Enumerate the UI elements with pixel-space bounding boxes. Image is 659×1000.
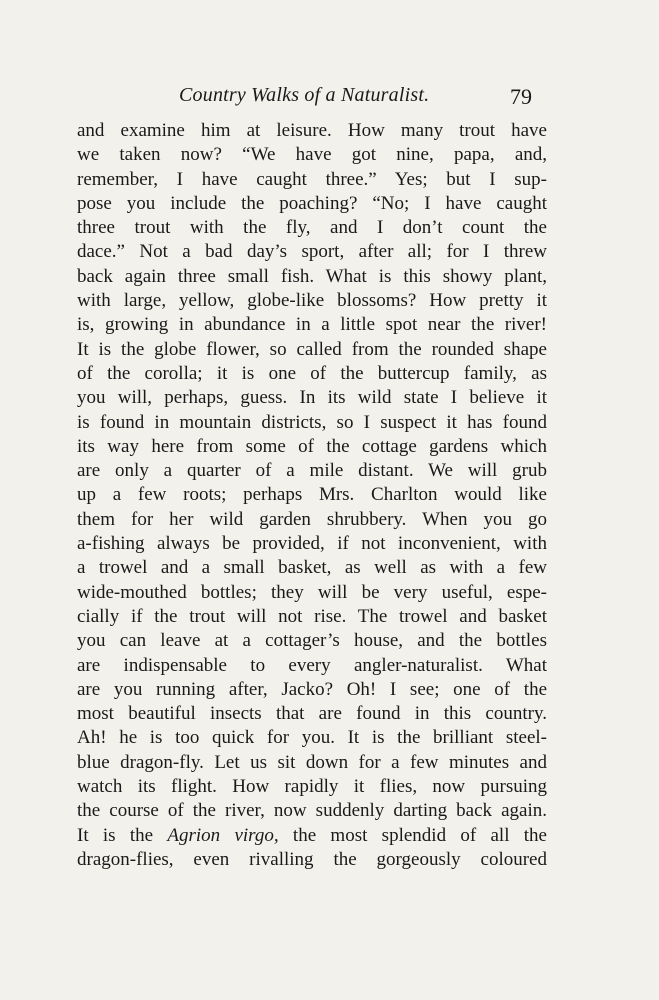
body-text <box>77 119 547 872</box>
text-line: remember, I have caught three.” Yes; but I sup- <box>77 168 547 190</box>
text-line: back again three small fish. What is this showy plant, <box>77 265 547 287</box>
text-line: is found in mountain districts, so I suspect it has found <box>77 411 547 433</box>
text-line: you can leave at a cottager’s house, and the bottles <box>77 630 547 652</box>
text-segment: the most splendid of all the <box>278 824 547 846</box>
text-line: them for her wild garden shrubbery. When you go <box>77 508 547 530</box>
text-line: watch its flight. How rapidly it flies, now pursuing <box>77 776 547 798</box>
text-line: cially if the trout will not rise. The trowel and basket <box>77 605 547 627</box>
italic-species-name: Agrion virgo, <box>167 824 279 846</box>
text-line: blue dragon-fly. Let us sit down for a few minutes and <box>77 751 547 773</box>
text-line: we taken now? “We have got nine, papa, and, <box>77 144 547 166</box>
text-line: dragon-flies, even rivalling the gorgeously coloured <box>77 848 547 870</box>
text-line: of the corolla; it is one of the buttercup family, as <box>77 362 547 384</box>
text-line: wide-mouthed bottles; they will be very useful, espe- <box>77 581 547 603</box>
text-line: a trowel and a small basket, as well as with a few <box>77 557 547 579</box>
text-line: are only a quarter of a mile distant. We will grub <box>77 460 547 482</box>
text-line: with large, yellow, globe-like blossoms? How pretty it <box>77 290 547 312</box>
text-line: you will, perhaps, guess. In its wild state I believe it <box>77 387 547 409</box>
running-head <box>0 84 659 112</box>
text-line: are indispensable to every angler-naturalist. What <box>77 654 547 676</box>
text-line: three trout with the fly, and I don’t count the <box>77 217 547 239</box>
text-line-with-italic <box>77 824 547 848</box>
text-segment: It is the <box>77 824 168 846</box>
page-number: 79 <box>510 84 532 109</box>
text-line: Ah! he is too quick for you. It is the brilliant steel- <box>77 727 547 749</box>
text-line: the course of the river, now suddenly darting back again. <box>77 800 547 822</box>
text-line: up a few roots; perhaps Mrs. Charlton would like <box>77 484 547 506</box>
running-title: Country Walks of a Naturalist. <box>179 84 430 106</box>
text-line: It is the globe flower, so called from the rounded shape <box>77 338 547 360</box>
text-line: and examine him at leisure. How many trout have <box>77 120 547 141</box>
text-line: most beautiful insects that are found in this country. <box>77 703 547 725</box>
text-line: are you running after, Jacko? Oh! I see; one of the <box>77 678 547 700</box>
text-line: its way here from some of the cottage gardens which <box>77 435 547 457</box>
text-line: pose you include the poaching? “No; I have caught <box>77 192 547 214</box>
text-line: is, growing in abundance in a little spot near the river! <box>77 314 547 336</box>
text-line: dace.” Not a bad day’s sport, after all; for I threw <box>77 241 547 263</box>
text-line: a-fishing always be provided, if not inconvenient, with <box>77 533 547 555</box>
